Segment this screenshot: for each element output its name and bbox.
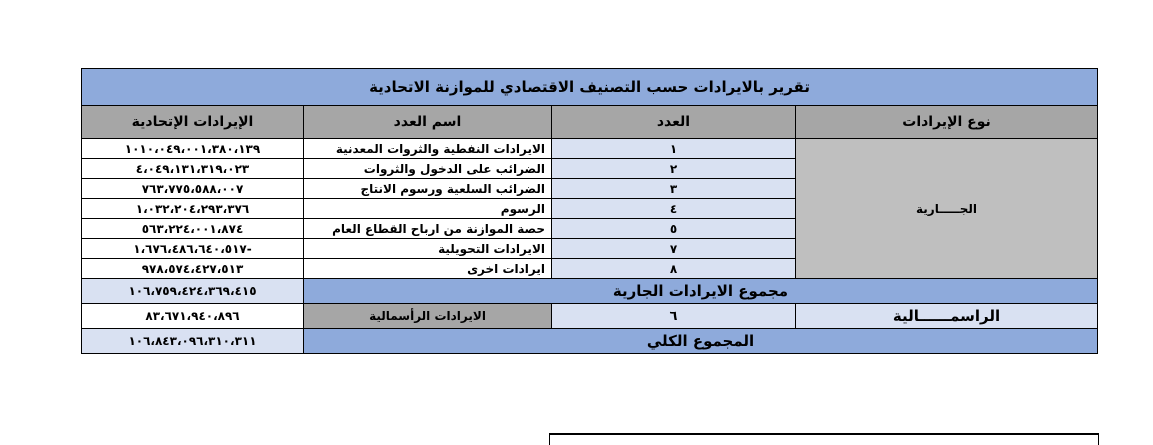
revenue-report-table [81,68,1098,354]
row-name: الرسوم [304,199,552,219]
row-number: ٨ [552,259,796,279]
grand-total-label: المجموع الكلي [304,329,1098,354]
row-number: ٢ [552,159,796,179]
row-total: ١٠١٠،٠٤٩،٠٠١،٣٨٠،١٣٩ [82,139,304,159]
next-table-edge [549,433,1099,445]
row-name: حصة الموازنة من ارباح القطاع العام [304,219,552,239]
grand-total-value: ١٠٦،٨٤٣،٠٩٦،٣١٠،٣١١ [82,329,304,354]
current-total-label: مجموع الايرادات الجارية [304,279,1098,304]
capital-row [82,304,1098,329]
title-row [82,69,1098,106]
header-number: العدد [552,106,796,139]
header-type: نوع الإيرادات [796,106,1098,139]
row-total: ٩٧٨،٥٧٤،٤٢٧،٥١٣ [82,259,304,279]
header-row [82,106,1098,139]
current-type-label: الجـــــارية [796,139,1098,279]
current-total-row [82,279,1098,304]
row-number: ٤ [552,199,796,219]
row-total: ٤،٠٤٩،١٣١،٣١٩،٠٢٣ [82,159,304,179]
capital-name: الايرادات الرأسمالية [304,304,552,329]
row-number: ٧ [552,239,796,259]
grand-total-row [82,329,1098,354]
row-name: الايرادات النفطية والثروات المعدنية [304,139,552,159]
row-name: الضرائب على الدخول والثروات [304,159,552,179]
report-title: تقرير بالايرادات حسب التصنيف الاقتصادي للموازنة الاتحادية [82,69,1098,106]
capital-type-label: الراسمــــــالية [796,304,1098,329]
capital-number: ٦ [552,304,796,329]
row-number: ١ [552,139,796,159]
header-total: الإيرادات الإتحادية [82,106,304,139]
row-total: ٥٦٣،٢٢٤،٠٠١،٨٧٤ [82,219,304,239]
row-number: ٣ [552,179,796,199]
current-total-value: ١٠٦،٧٥٩،٤٢٤،٣٦٩،٤١٥ [82,279,304,304]
capital-total: ٨٣،٦٧١،٩٤٠،٨٩٦ [82,304,304,329]
row-name: الضرائب السلعية ورسوم الانتاج [304,179,552,199]
row-name: ايرادات اخرى [304,259,552,279]
row-total: ١،٠٣٢،٢٠٤،٢٩٣،٣٧٦ [82,199,304,219]
table-row [82,139,1098,159]
row-total: ٧٦٣،٧٧٥،٥٨٨،٠٠٧ [82,179,304,199]
header-name: اسم العدد [304,106,552,139]
row-name: الايرادات التحويلية [304,239,552,259]
row-number: ٥ [552,219,796,239]
row-total: ١،٦٧٦،٤٨٦،٦٤٠،٥١٧- [82,239,304,259]
